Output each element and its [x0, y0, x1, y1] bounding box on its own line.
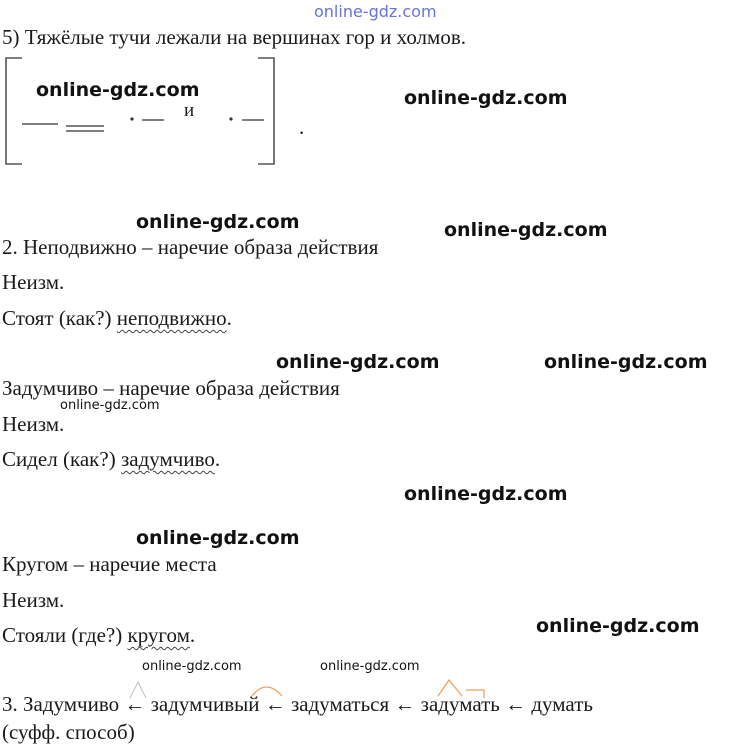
- scheme-right-bracket: [258, 58, 274, 164]
- section-3-chain: 3. Задумчиво ← задумчивый ← задуматься ← задумать ← думать: [2, 692, 593, 716]
- section-2c-question: [2, 623, 195, 648]
- section-2b-title: Задумчиво – наречие образа действия: [2, 376, 340, 400]
- adverb-underlined: кругом: [127, 623, 190, 647]
- scheme-end-period: .: [299, 115, 305, 139]
- question-period: .: [189, 623, 196, 647]
- question-text: Стоят (как?): [2, 306, 117, 330]
- scheme-dot-1: [130, 117, 133, 120]
- watermark: online-gdz.com: [444, 219, 608, 241]
- section-2-title: 2. Неподвижно – наречие образа действия: [2, 235, 379, 259]
- section-2b-form: Неизм.: [2, 412, 65, 436]
- sentence-5: 5) Тяжёлые тучи лежали на вершинах гор и холмов.: [2, 25, 466, 49]
- section-3-method: (суфф. способ): [2, 720, 135, 744]
- watermark: online-gdz.com: [276, 351, 440, 373]
- question-period: .: [214, 447, 221, 471]
- question-period: .: [226, 306, 232, 330]
- watermark-small: online-gdz.com: [320, 659, 420, 674]
- scheme-left-bracket: [6, 58, 22, 164]
- section-2c-form: Неизм.: [2, 588, 65, 612]
- watermark-top: online-gdz.com: [314, 2, 437, 21]
- section-2-question: [2, 306, 232, 331]
- sentence-scheme-diagram: [0, 52, 310, 170]
- watermark: online-gdz.com: [136, 527, 300, 549]
- watermark-small: online-gdz.com: [142, 659, 242, 674]
- section-2-form: Неизм.: [2, 270, 65, 294]
- adverb-underlined: задумчиво: [120, 447, 215, 471]
- question-text: Сидел (как?): [2, 447, 121, 471]
- section-2b-question: [2, 447, 220, 472]
- section-2c-title: Кругом – наречие места: [2, 552, 217, 576]
- question-text: Стояли (где?): [2, 623, 128, 647]
- scheme-dot-2: [229, 117, 232, 120]
- watermark: online-gdz.com: [544, 351, 708, 373]
- watermark: online-gdz.com: [36, 79, 200, 101]
- watermark: online-gdz.com: [404, 483, 568, 505]
- watermark: online-gdz.com: [136, 211, 300, 233]
- scheme-conjunction: и: [184, 100, 195, 121]
- watermark: online-gdz.com: [404, 87, 568, 109]
- watermark: online-gdz.com: [536, 615, 700, 637]
- watermark-small: online-gdz.com: [60, 398, 160, 413]
- adverb-underlined: неподвижно: [116, 306, 227, 330]
